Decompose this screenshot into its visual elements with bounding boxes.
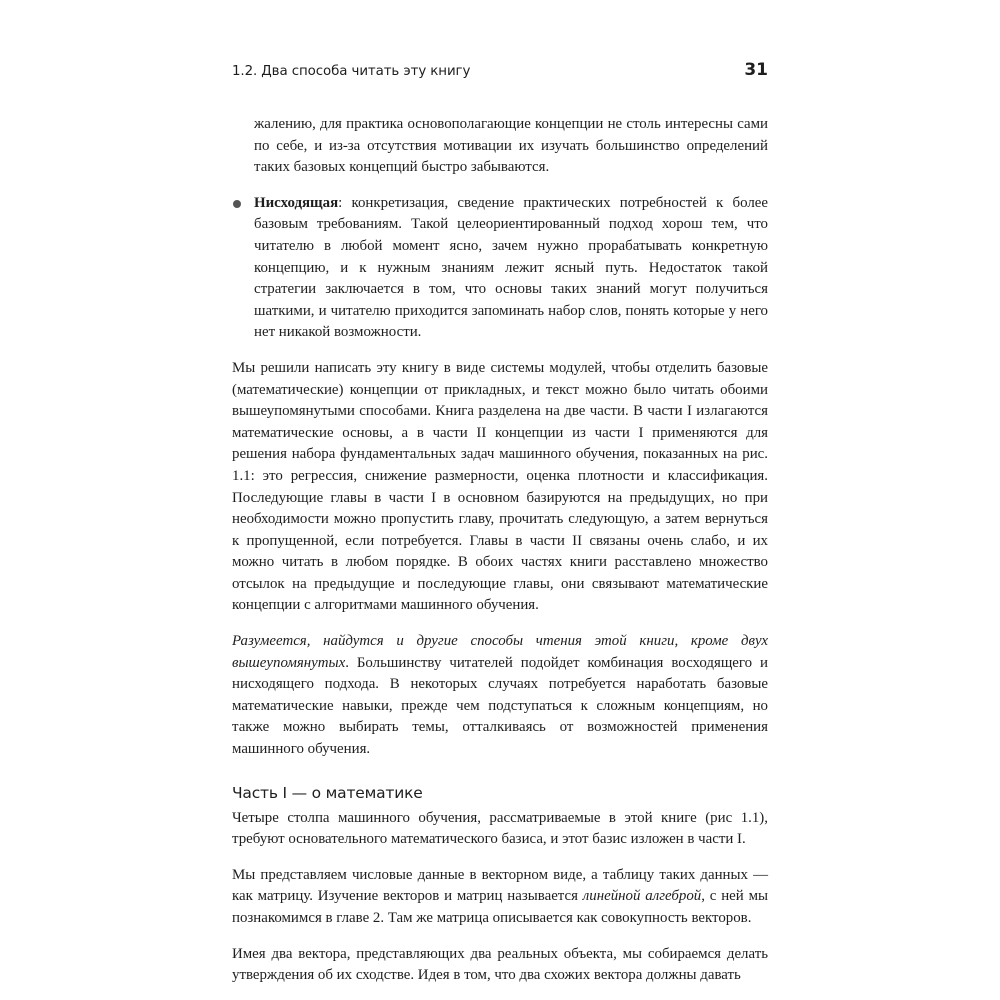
paragraph-modules: Мы решили написать эту книгу в виде системы модулей, чтобы отделить базовые (математические) концепции от прикладных, и текст можно было читать обоими вышеупомянутыми способами. Книга разделена на две части. В части I излагаются математические основы, а в части II концепции из части I применяются для решения набора фундаментальных задач машинного обучения, показанных на рис. 1.1: это регрессия, снижение размерности, оценка плотности и классификация. Последующие главы в части I в основном базируются на предыдущих, но при необходимости можно пропустить главу, прочитать следующую, а затем вернуться к пропущенной, если потребуется. Главы в части II связаны очень слабо, и их можно читать в любом порядке. В обоих частях книги расставлено множество отсылок на предыдущие и последующие главы, они связывают математические концепции с алгоритмами машинного обучения. <box>232 359 768 614</box>
running-head <box>232 60 768 86</box>
bullet-icon <box>233 200 241 208</box>
emphasis-other-ways: Разумеется, найдутся и другие способы чтения этой книги, кроме двух вышеупомянутых <box>232 633 768 671</box>
emphasis-linear-algebra: линейной алгеброй <box>582 888 702 905</box>
paragraph-linear-algebra-before: Мы представляем числовые данные в векторном виде, а таблицу таких данных — как матрицу. Изучение векторов и матриц называется <box>232 866 768 905</box>
body-text <box>232 114 768 987</box>
term-top-down: Нисходящая <box>254 194 339 211</box>
paragraph-linear-algebra-after: , с ней мы познакомимся в главе 2. Там же матрица описывается как совокупность векторов. <box>232 888 768 926</box>
section-heading: Часть I — о математике <box>232 783 423 802</box>
paragraph-four-pillars: Четыре столпа машинного обучения, рассматриваемые в этой книге (рис 1.1), требуют основательного математического базиса, и этот базис изложен в части I. <box>232 809 768 848</box>
bullet-item-text: : конкретизация, сведение практических потребностей к более базовым требованиям. Такой целеориентированный подход хорош тем, что читателю в любой момент ясно, зачем нужно прорабатывать конкретную концепцию, и к нужным знаниям лежит ясный путь. Недостаток такой стратегии заключается в том, что основы таких знаний могут получиться шаткими, и читателю приходится запоминать набор слов, понять которые у него нет никакой возможности. <box>254 194 768 341</box>
page-number: 31 <box>744 60 768 80</box>
paragraph-other-ways <box>232 631 768 761</box>
paragraph-linear-algebra <box>232 865 768 930</box>
paragraph-other-ways-text: . Большинству читателей подойдет комбинация восходящего и нисходящего подхода. В некоторых случаях потребуется наработать базовые математические навыки, прежде чем подступаться к сложным концепциям, но также можно выбирать темы, отталкиваясь от возможностей применения машинного обучения. <box>232 654 768 758</box>
running-title: 1.2. Два способа читать эту книгу <box>232 64 471 79</box>
bullet-item-top-down <box>232 193 768 344</box>
bullet-item-continuation: жалению, для практика основополагающие концепции не столь интересны сами по себе, и из-за отсутствия мотивации их изучать большинство определений таких базовых концепций быстро забываются. <box>254 116 768 176</box>
paragraph-two-vectors: Имея два вектора, представляющих два реальных объекта, мы собираемся делать утверждения об их сходстве. Идея в том, что два схожих вектора должны давать <box>232 945 768 984</box>
